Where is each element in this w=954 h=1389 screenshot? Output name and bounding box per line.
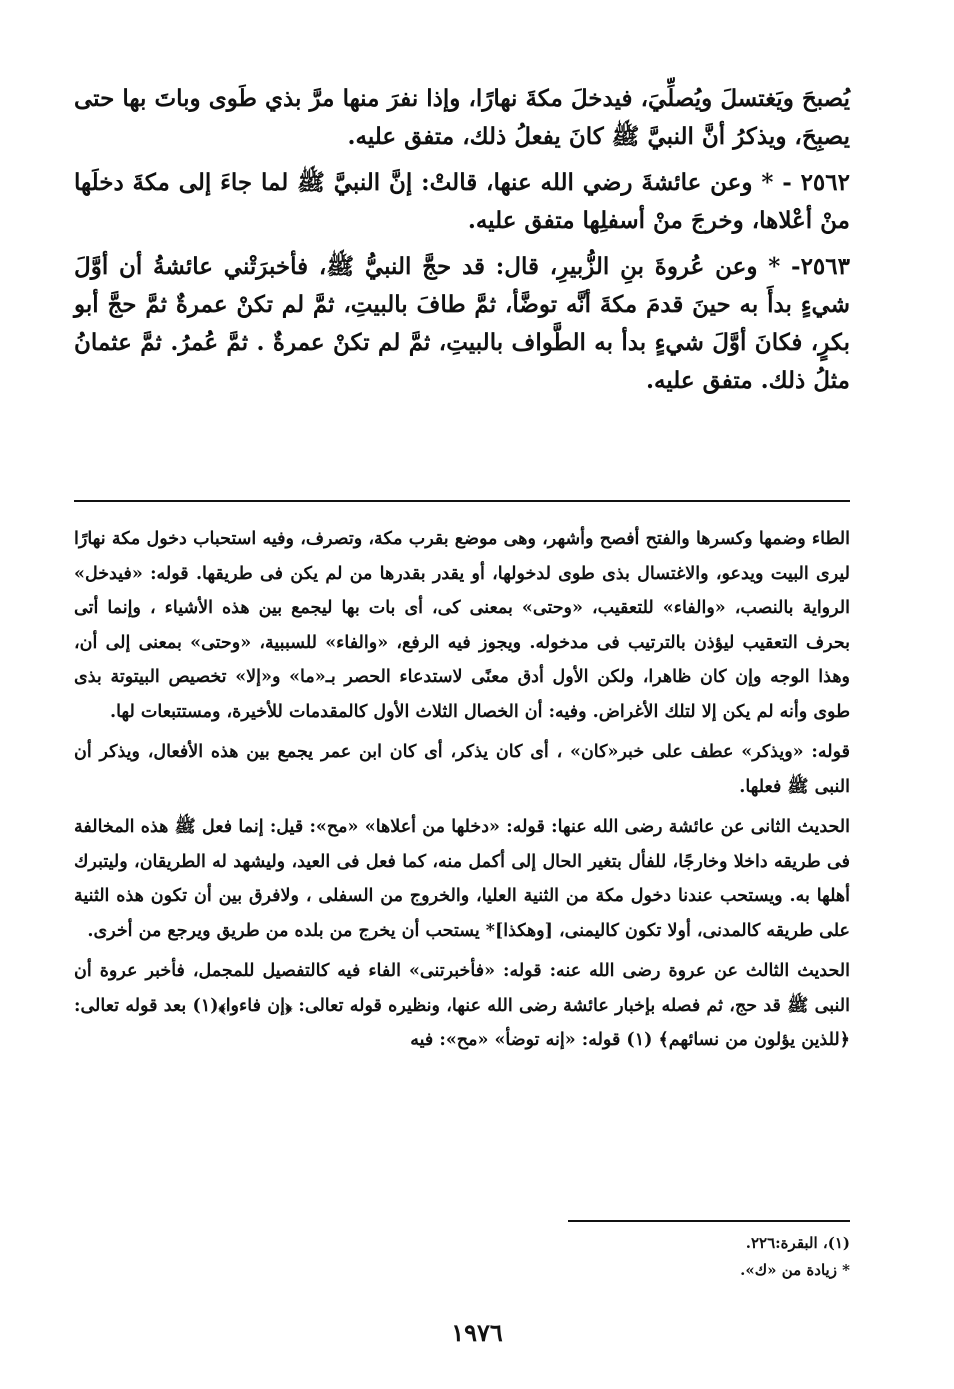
footnote-2: * زيادة من «ك». <box>740 1261 850 1279</box>
section-divider <box>74 500 850 502</box>
footnote-1: (١)، البقرة:٢٢٦. <box>745 1234 850 1252</box>
hadith-paragraph-continuation: يُصبحَ ويَغتسلَ ويُصلِّيَ، فيدخلَ مكةَ نهارًا، وإذا نفرَ منها مرَّ بذي طَوى وباتَ بها حتى يصبِحَ، ويذكرُ أنَّ النبيَّ ﷺ كانَ يفعلُ ذلك، متفق عليه. <box>74 85 850 150</box>
footnotes <box>430 1230 850 1284</box>
commentary-paragraph-2: قوله: «ويذكر» عطف على خبر«كان» ، أى كان يذكر، أى كان ابن عمر يجمع بين هذه الأفعال، ويذكر أن النبى ﷺ فعلها. <box>74 742 850 797</box>
page-number: ١٩٧٦ <box>451 1318 503 1347</box>
commentary-section <box>74 522 850 1064</box>
commentary-paragraph-3: الحديث الثانى عن عائشة رضى الله عنها: قوله: «دخلها من أعلاها» «مح»: قيل: إنما فعل ﷺ هذه المخالفة فى طريقه داخلا وخارجًا، للفأل بتغير الحال إلى أكمل منه، كما فعل فى العيد، وليشهد له الطريقان، وليتبرك أهلها به. ويستحب عندنا دخول مكة من الثنية العليا، والخروج من السفلى ، ولافرق بين أن تكون هذه الثنية على طريقه كالمدنى، أولا تكون كاليمنى، [وهكذا]* يستحب أن يخرج من بلده من طريق ويرجع من أخرى. <box>74 817 850 941</box>
hadith-2562: ٢٥٦٢ - * وعن عائشةَ رضي الله عنها، قالتْ: إنَّ النبيَّ ﷺ لما جاءَ إلى مكةَ دخلَها منْ أعْلاها، وخرجَ منْ أسفلِها متفق عليه. <box>74 169 850 234</box>
hadith-2563: ٢٥٦٣- * وعن عُروةَ بنِ الزُّبيرِ، قال: قد حجَّ النبيُّ ﷺ، فأخبرَتْني عائشةُ أن أوَّلَ شيءٍ بدأَ به حينَ قدمَ مكةَ أنَّه توضَّأ، ثمَّ طافَ بالبيتِ، ثمَّ لم تكنْ عمرةٌ ثمَّ حجَّ أبو بكرٍ، فكانَ أوَّلَ شيءٍ بدأ به الطَّواف بالبيتِ، ثمَّ لم تكنْ عمرةٌ . ثمَّ عُمرُ. ثمَّ عثمانُ مثلُ ذلك. متفق عليه. <box>74 253 850 394</box>
commentary-paragraph-4: الحديث الثالث عن عروة رضى الله عنه: قوله: «فأخبرتنى» الفاء فيه كالتفصيل للمجمل، فأخبر عروة أن النبى ﷺ قد حج، ثم فصله بإخبار عائشة رضى الله عنها، ونظيره قوله تعالى: ﴿إن فاءوا﴾(١) بعد قوله تعالى: ﴿للذين يؤلون من نسائهم﴾ (١) قوله: «إنه توضأ» «مح»: فيه <box>74 961 850 1050</box>
hadith-text <box>74 80 850 408</box>
commentary-paragraph-1: الطاء وضمها وكسرها والفتح أفصح وأشهر، وهى موضع بقرب مكة، وتصرف، وفيه استحباب دخول مكة نهارًا ليرى البيت ويدعو، والاغتسال بذى طوى لدخولها، أو يقدر بقدرها من لم يكن فى طريقها. قوله: «فيدخل» الرواية بالنصب، «والفاء» للتعقيب، «وحتى» بمعنى كى، أى بات بها ليجمع بين هذه الأشياء ، وإنما أتى بحرف التعقيب ليؤذن بالترتيب فى مدخوله. ويجوز فيه الرفع، «والفاء» للسببية، «وحتى» بمعنى إلى أن، وهذا الوجه وإن كان ظاهرا، ولكن الأول أدق معنًى لاستدعاء الحصر بـ«ما» و«إلا» تخصيص البيتوتة بذى طوى وأنه لم يكن إلا لتلك الأغراض. وفيه: أن الخصال الثلاث الأول كالمقدمات للأخيرة، ومستتبعات لها. <box>74 529 850 722</box>
footnote-divider <box>568 1220 850 1222</box>
